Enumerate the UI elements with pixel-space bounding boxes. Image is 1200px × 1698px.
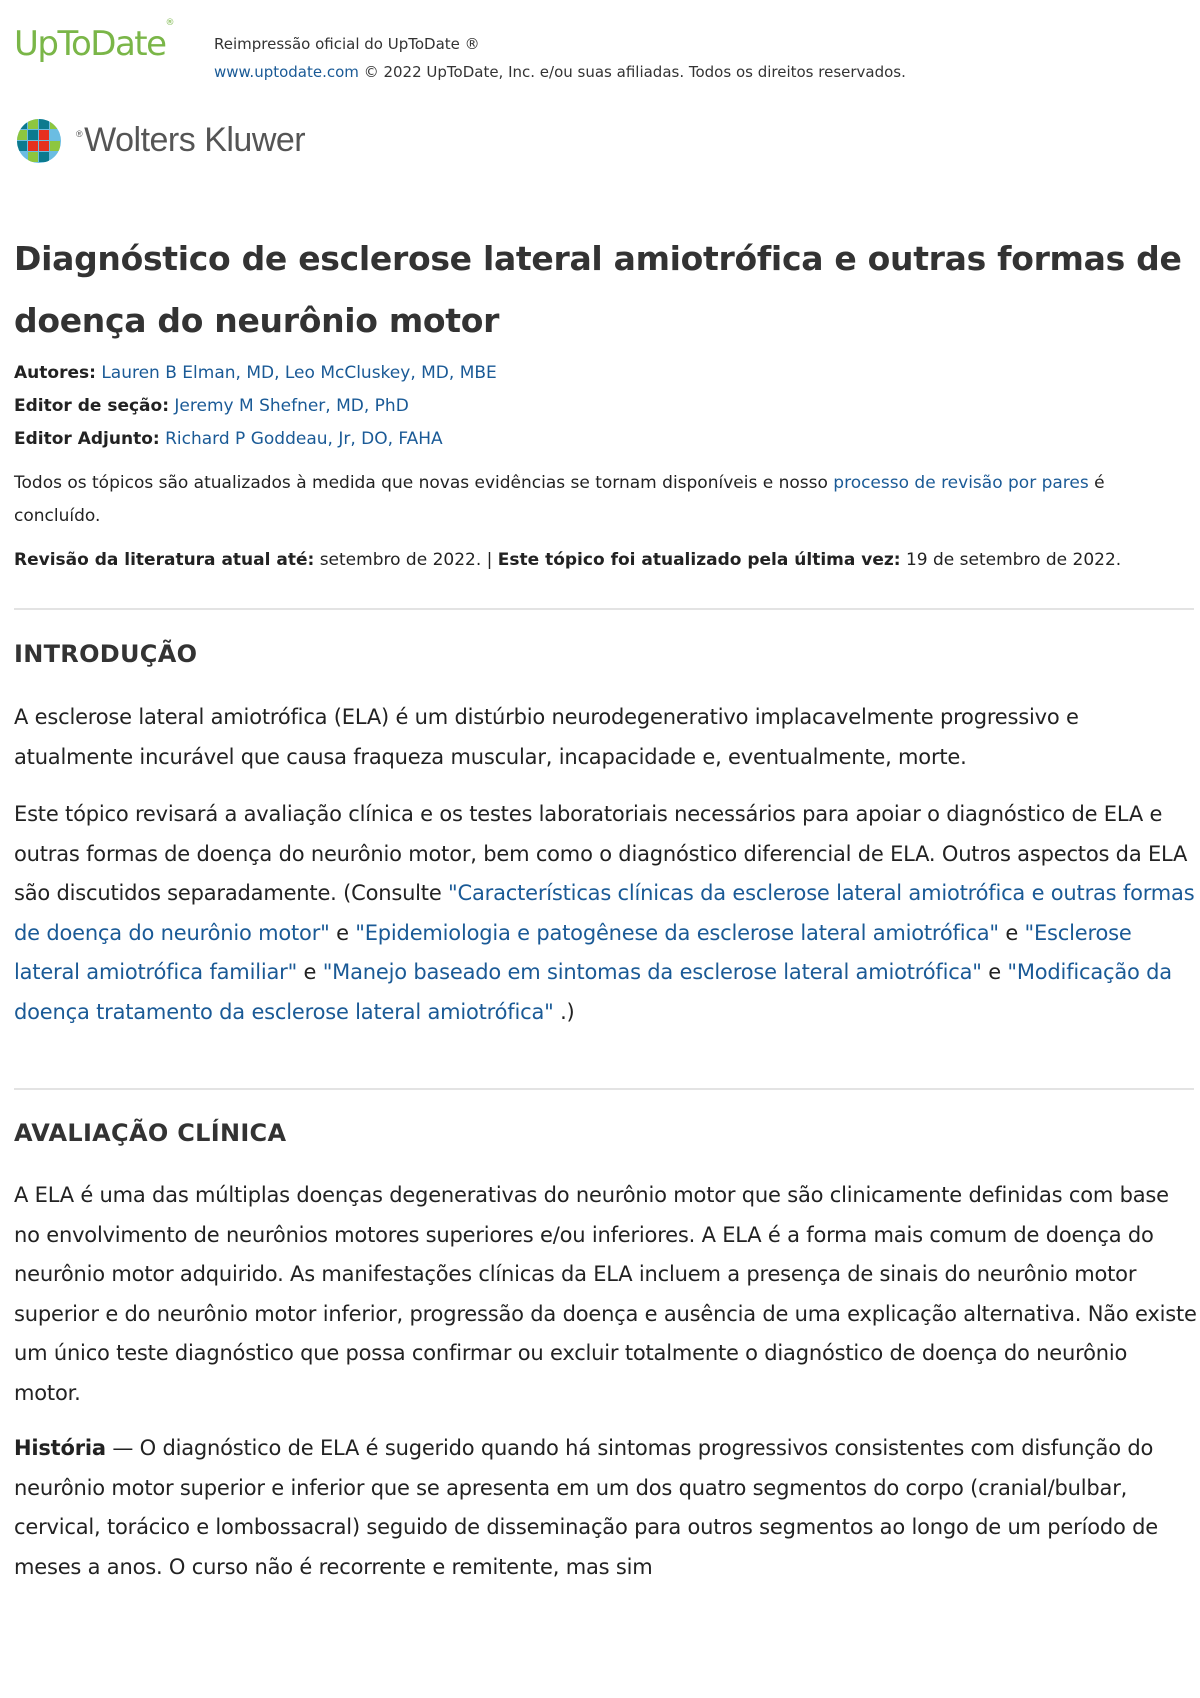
deputy-editor-link[interactable]: Richard P Goddeau, Jr, DO, FAHA — [165, 429, 443, 449]
connector-text: e — [329, 920, 356, 945]
intro-text: Este tópico revisará a avaliação clínica e os testes laboratoriais necessários para apoiar o diagnóstico de ELA e outras formas de doença do neurônio motor, bem como o diagnóstico diferencial de ELA. Outros aspectos da ELA são discutidos separadamente. (Consulte — [14, 802, 1188, 905]
copyright-text: © 2022 UpToDate, Inc. e/ou suas afiliadas. Todos os direitos reservados. — [363, 63, 906, 81]
history-paragraph — [14, 1429, 1198, 1587]
wolters-kluwer-logo — [14, 116, 334, 170]
heading-clinical-evaluation: AVALIAÇÃO CLÍNICA — [14, 1119, 287, 1147]
notice-text-end: é concluído. — [14, 473, 1105, 526]
wolters-kluwer-text: Wolters Kluwer — [84, 121, 306, 159]
peer-review-notice — [14, 467, 1179, 533]
section-editor-link[interactable]: Jeremy M Shefner, MD, PhD — [174, 396, 409, 416]
history-dash: — — [105, 1436, 140, 1460]
authors-label: Autores: — [14, 363, 96, 383]
reprint-notice — [214, 30, 906, 86]
link-symptom-management[interactable]: "Manejo baseado em sintomas da esclerose lateral amiotrófica" — [322, 960, 982, 984]
article-title: Diagnóstico de esclerose lateral amiotrófica e outras formas de doença do neurônio motor — [14, 239, 1182, 340]
uptodate-logo — [14, 17, 175, 64]
uptodate-site-link[interactable]: www.uptodate.com — [214, 63, 359, 81]
authors-row — [14, 357, 1184, 390]
article-credits — [14, 357, 1184, 456]
copyright-line — [214, 58, 906, 86]
review-value: setembro de 2022. | — [314, 550, 498, 570]
closing-text: .) — [553, 999, 575, 1024]
deputy-editor-label: Editor Adjunto: — [14, 429, 160, 449]
updated-value: 19 de setembro de 2022. — [900, 550, 1122, 570]
link-disease-modifying-treatment[interactable]: "Modificação da doença tratamento da esclerose lateral amiotrófica" — [14, 960, 1172, 1024]
clinical-paragraph-1: A ELA é uma das múltiplas doenças degenerativas do neurônio motor que são clinicamente definidas com base no envolvimento de neurônios motores superiores e/ou inferiores. A ELA é a forma mais comum de doença do neurônio motor adquirido. As manifestações clínicas da ELA incluem a presença de sinais do neurônio motor superior e do neurônio motor inferior, progressão da doença e ausência de uma explicação alternativa. Não existe um único teste diagnóstico que possa confirmar ou excluir totalmente o diagnóstico de doença do neurônio motor. — [14, 1183, 1197, 1405]
peer-review-process-link[interactable]: processo de revisão por pares — [833, 473, 1089, 493]
heading-introduction: INTRODUÇÃO — [14, 640, 198, 668]
connector-text: e — [297, 960, 323, 984]
section-divider — [14, 608, 1194, 610]
notice-text: Todos os tópicos são atualizados à medida que novas evidências se tornam disponíveis e nosso — [14, 473, 834, 493]
intro-paragraph-1: A esclerose lateral amiotrófica (ELA) é um distúrbio neurodegenerativo implacavelmente progressivo e atualmente incurável que causa fraqueza muscular, incapacidade e, eventualmente, morte. — [14, 705, 1079, 769]
intro-paragraph-2 — [14, 795, 1198, 1032]
reprint-header — [14, 17, 1184, 82]
connector-text: e — [998, 920, 1025, 945]
link-clinical-features[interactable]: "Características clínicas da esclerose lateral amiotrófica e outras formas de doença do neurônio motor" — [14, 881, 1195, 945]
link-epidemiology-pathogenesis[interactable]: "Epidemiologia e patogênese da esclerose lateral amiotrófica" — [355, 920, 999, 945]
wolters-kluwer-wordmark — [76, 121, 305, 160]
literature-review-dates — [14, 544, 1179, 577]
history-label: História — [14, 1436, 106, 1460]
uptodate-logo-text: UpToDate — [14, 24, 166, 64]
section-editor-row — [14, 390, 1184, 423]
review-label: Revisão da literatura atual até: — [14, 550, 315, 570]
history-text: O diagnóstico de ELA é sugerido quando há sintomas progressivos consistentes com disfunção do neurônio motor superior e inferior que se apresenta em um dos quatro segmentos do corpo (cranial/bulbar, cervical, torácico e lombossacral) seguido de disseminação para outros segmentos ao longo de um período de meses a anos. O curso não é recorrente e remitente, mas sim — [14, 1436, 1158, 1579]
authors-link[interactable]: Lauren B Elman, MD, Leo McCluskey, MD, MBE — [101, 363, 497, 383]
deputy-editor-row — [14, 423, 1184, 456]
registered-mark: ® — [76, 128, 83, 139]
registered-mark: ® — [165, 17, 175, 28]
link-familial-als[interactable]: "Esclerose lateral amiotrófica familiar" — [14, 920, 1132, 984]
section-editor-label: Editor de seção: — [14, 396, 170, 416]
connector-text: e — [981, 960, 1008, 984]
wolters-kluwer-mark-icon — [14, 116, 64, 166]
section-divider — [14, 1088, 1194, 1090]
reprint-line: Reimpressão oficial do UpToDate ® — [214, 35, 480, 53]
updated-label: Este tópico foi atualizado pela última vez: — [497, 550, 901, 570]
